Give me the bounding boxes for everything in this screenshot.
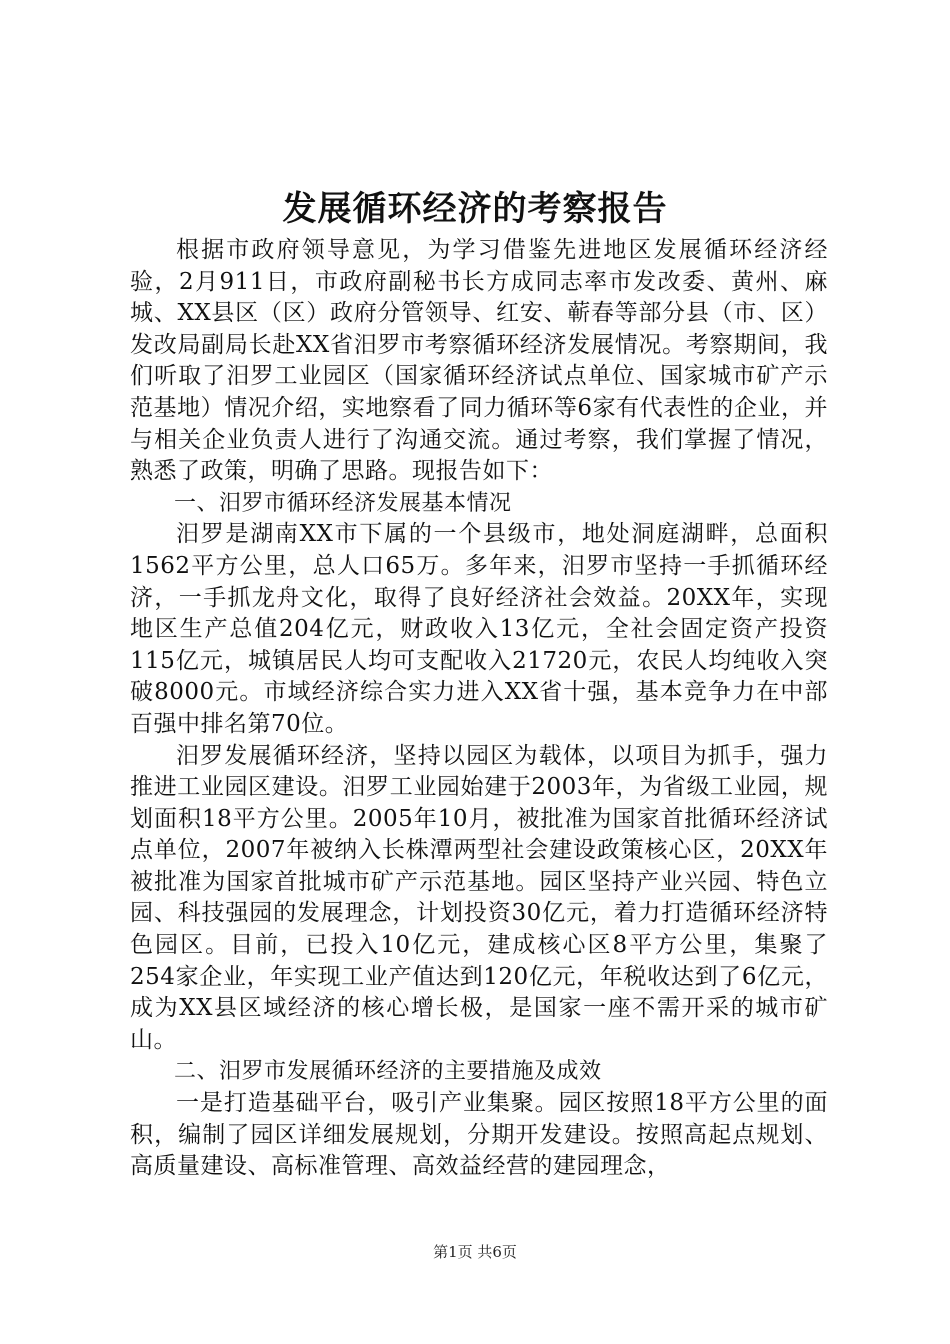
- section-heading-1: 一、汨罗市循环经济发展基本情况: [174, 490, 512, 516]
- page-number-footer: 第1页 共6页: [433, 1243, 517, 1261]
- document-title: 发展循环经济的考察报告: [282, 189, 668, 229]
- body-paragraph: 汨罗发展循环经济，坚持以园区为载体，以项目为抓手，强力推进工业园区建设。汨罗工业园始建于2003年，为省级工业园，规划面积18平方公里。2005年10月，被批准为国家首批循环经济试点单位，2007年被纳入长株潭两型社会建设政策核心区，20XX年被批准为国家首批城市矿产示范基地。园区坚持产业兴园、特色立园、科技强园的发展理念，计划投资30亿元，着力打造循环经济特色园区。目前，已投入10亿元，建成核心区8平方公里，集聚了254家企业，年实现工业产值达到120亿元，年税收达到了6亿元，成为XX县区域经济的核心增长极，是国家一座不需开采的城市矿山。: [130, 742, 828, 1053]
- document-body: [130, 235, 828, 1183]
- section-heading-2: 二、汨罗市发展循环经济的主要措施及成效: [174, 1059, 602, 1085]
- intro-paragraph: 根据市政府领导意见，为学习借鉴先进地区发展循环经济经验，2月911日，市政府副秘书长方成同志率市发改委、黄州、麻城、XX县区（区）政府分管领导、红安、蕲春等部分县（市、区）发改局副局长赴XX省汨罗市考察循环经济发展情况。考察期间，我们听取了汨罗工业园区（国家循环经济试点单位、国家城市矿产示范基地）情况介绍，实地察看了同力循环等6家有代表性的企业，并与相关企业负责人进行了沟通交流。通过考察，我们掌握了情况，熟悉了政策，明确了思路。现报告如下：: [130, 237, 828, 485]
- body-paragraph: 一是打造基础平台，吸引产业集聚。园区按照18平方公里的面积，编制了园区详细发展规划，分期开发建设。按照高起点规划、高质量建设、高标准管理、高效益经营的建园理念，: [130, 1090, 828, 1180]
- body-paragraph: 汨罗是湖南XX市下属的一个县级市，地处洞庭湖畔，总面积1562平方公里，总人口65万。多年来，汨罗市坚持一手抓循环经济，一手抓龙舟文化，取得了良好经济社会效益。20XX年，实现地区生产总值204亿元，财政收入13亿元，全社会固定资产投资115亿元，城镇居民人均可支配收入21720元，农民人均纯收入突破8000元。市域经济综合实力进入XX省十强，基本竞争力在中部百强中排名第70位。: [130, 521, 828, 737]
